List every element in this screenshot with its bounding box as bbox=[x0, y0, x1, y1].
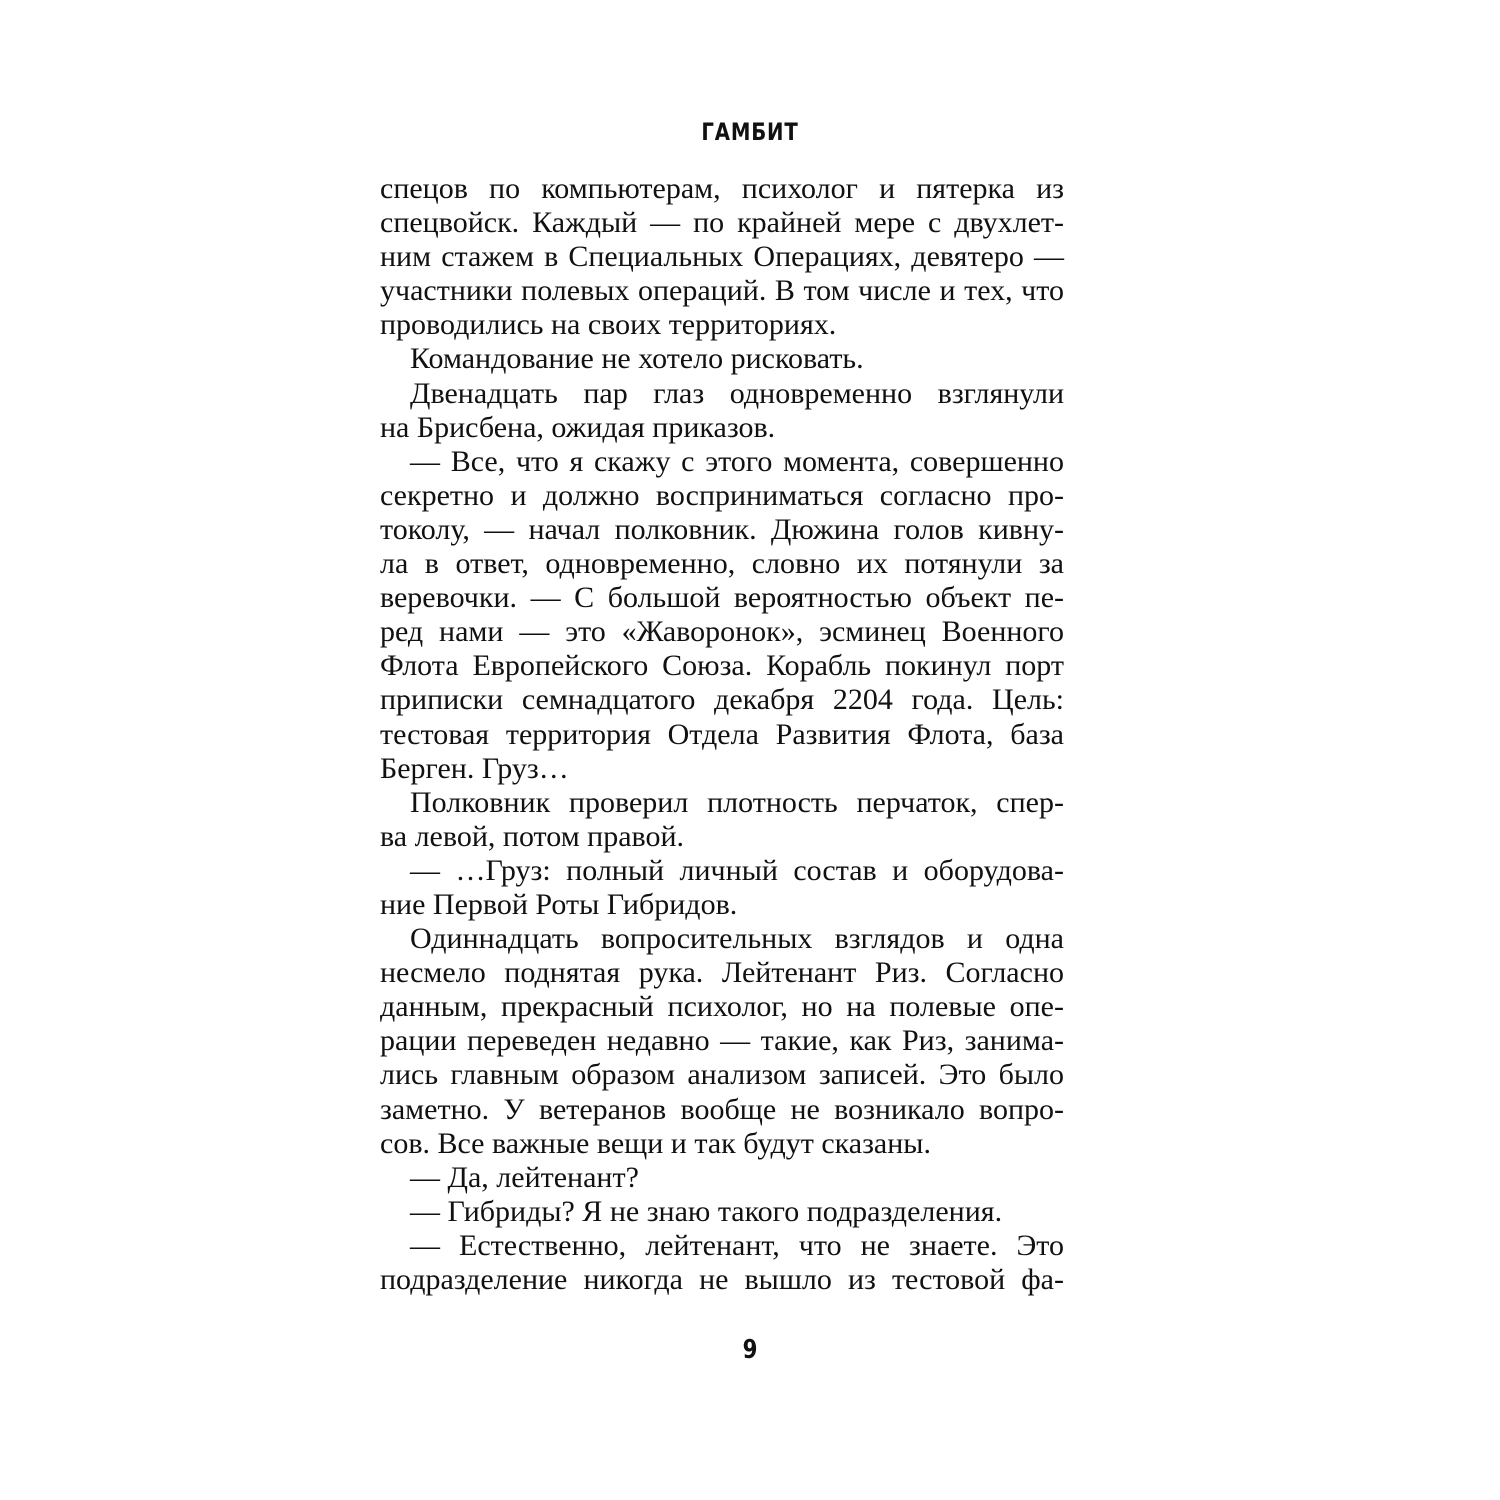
text-line: Флота Европейского Союза. Корабль покинул порт bbox=[380, 649, 1064, 683]
text-line: спецов по компьютерам, психолог и пятерка из bbox=[380, 172, 1064, 205]
text-line: секретно и должно восприниматься согласно про- bbox=[380, 478, 1064, 512]
text-line: ред нами — это «Жаворонок», эсминец Военного bbox=[380, 615, 1064, 649]
text-line: — Гибриды? Я не знаю такого подразделения. bbox=[410, 1194, 1003, 1228]
body-text bbox=[380, 172, 1064, 1297]
text-line: — Все, что я скажу с этого момента, совершенно bbox=[410, 444, 1064, 478]
text-line: Полковник проверил плотность перчаток, спер- bbox=[410, 785, 1064, 819]
text-line: подразделение никогда не вышло из тестовой фа- bbox=[380, 1263, 1064, 1296]
text-line: Командование не хотело рисковать. bbox=[410, 342, 864, 376]
text-line: Берген. Груз… bbox=[380, 751, 569, 785]
text-line: — Естественно, лейтенант, что не знаете. Это bbox=[410, 1228, 1064, 1262]
text-line: несмело поднятая рука. Лейтенант Риз. Согласно bbox=[380, 956, 1064, 990]
text-line: веревочки. — С большой вероятностью объект пе- bbox=[380, 581, 1064, 615]
text-line: ним стажем в Специальных Операциях, девятеро — bbox=[380, 240, 1064, 274]
text-line: заметно. У ветеранов вообще не возникало вопро- bbox=[380, 1092, 1064, 1126]
page-number: 9 bbox=[742, 1335, 758, 1365]
text-line: ва левой, потом правой. bbox=[380, 819, 685, 853]
running-head: ГАМБИТ bbox=[701, 118, 799, 146]
text-line: Двенадцать пар глаз одновременно взглянули bbox=[410, 376, 1064, 410]
text-line: ла в ответ, одновременно, словно их потянули за bbox=[380, 547, 1064, 581]
text-line: на Брисбена, ожидая приказов. bbox=[380, 410, 776, 444]
text-line: участники полевых операций. В том числе и тех, что bbox=[380, 274, 1064, 308]
text-line: рации переведен недавно — такие, как Риз, занима- bbox=[380, 1024, 1064, 1058]
text-line: проводились на своих территориях. bbox=[380, 308, 837, 342]
text-line: токолу, — начал полковник. Дюжина голов кивну- bbox=[380, 512, 1064, 546]
text-line: Одиннадцать вопросительных взглядов и одна bbox=[410, 922, 1064, 956]
text-line: — Да, лейтенант? bbox=[410, 1160, 639, 1194]
text-line: сов. Все важные вещи и так будут сказаны. bbox=[380, 1126, 931, 1160]
text-line: тестовая территория Отдела Развития Флота, база bbox=[380, 717, 1064, 751]
text-line: — …Груз: полный личный состав и оборудова- bbox=[410, 853, 1064, 887]
text-line: лись главным образом анализом записей. Это было bbox=[380, 1058, 1064, 1092]
text-line: приписки семнадцатого декабря 2204 года. Цель: bbox=[380, 683, 1064, 717]
text-line: ние Первой Роты Гибридов. bbox=[380, 887, 738, 921]
text-line: данным, прекрасный психолог, но на полевые опе- bbox=[380, 990, 1064, 1024]
text-line: спецвойск. Каждый — по крайней мере с двухлет- bbox=[380, 206, 1064, 240]
